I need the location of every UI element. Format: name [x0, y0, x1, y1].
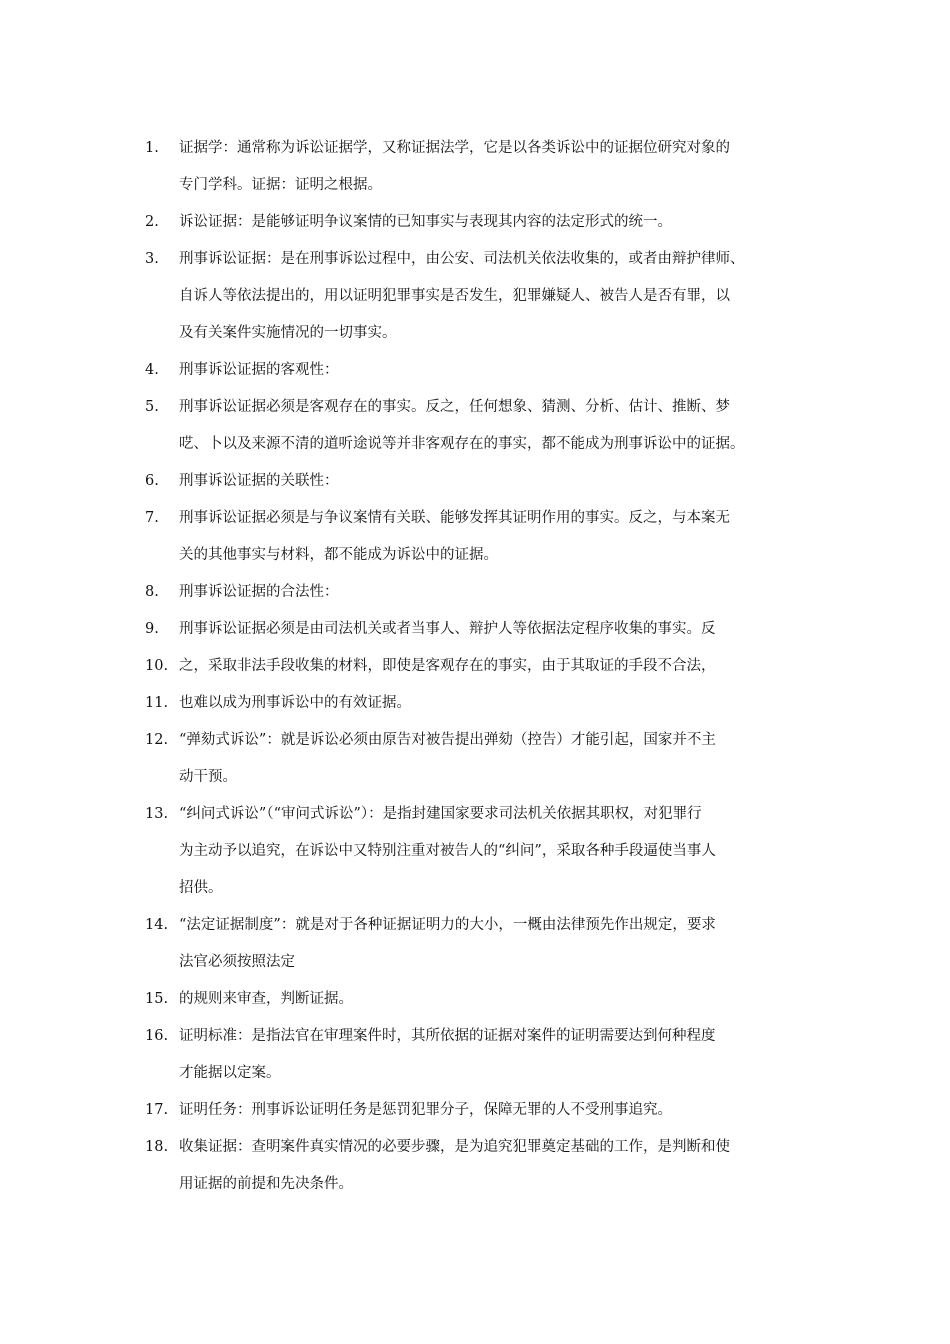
item-number: 8. — [145, 584, 159, 600]
item-number: 5. — [145, 399, 159, 415]
list-item — [145, 352, 815, 389]
item-text — [179, 204, 815, 241]
text-line: 动干预。 — [179, 769, 237, 785]
item-number: 7. — [145, 510, 159, 526]
item-text — [179, 500, 815, 574]
text-line: 刑事诉讼证据的关联性： — [179, 473, 339, 489]
item-number: 9. — [145, 621, 159, 637]
item-number: 12. — [145, 732, 169, 748]
text-line: 才能据以定案。 — [179, 1065, 281, 1081]
item-number: 13. — [145, 806, 169, 822]
item-number: 11. — [145, 695, 169, 711]
list-item — [145, 241, 815, 352]
item-text — [179, 574, 815, 611]
text-line: 收集证据：查明案件真实情况的必要步骤，是为追究犯罪奠定基础的工作，是判断和使 — [179, 1139, 730, 1155]
item-text — [179, 1018, 815, 1092]
text-line: 的规则来审查，判断证据。 — [179, 991, 353, 1007]
text-line: “弹劾式诉讼”：就是诉讼必须由原告对被告提出弹劾（控告）才能引起，国家并不主 — [179, 732, 716, 748]
text-line: 为主动予以追究，在诉讼中又特别注重对被告人的“纠问”，采取各种手段逼使当事人 — [179, 843, 716, 859]
text-line: 刑事诉讼证据必须是由司法机关或者当事人、辩护人等依据法定程序收集的事实。反 — [179, 621, 716, 637]
item-text — [179, 241, 815, 352]
text-line: 刑事诉讼证据必须是与争议案情有关联、能够发挥其证明作用的事实。反之，与本案无 — [179, 510, 730, 526]
list-item — [145, 981, 815, 1018]
list-item — [145, 722, 815, 796]
item-number: 15. — [145, 991, 169, 1007]
list-item — [145, 1018, 815, 1092]
text-line: 法官必须按照法定 — [179, 954, 295, 970]
item-text — [179, 130, 815, 204]
item-text — [179, 685, 815, 722]
list-item — [145, 389, 815, 463]
text-line: 呓、卜以及来源不清的道听途说等并非客观存在的事实，都不能成为刑事诉讼中的证据。 — [179, 436, 745, 452]
text-line: 诉讼证据：是能够证明争议案情的已知事实与表现其内容的法定形式的统一。 — [179, 214, 672, 230]
item-text — [179, 1092, 815, 1129]
list-item — [145, 685, 815, 722]
item-number: 2. — [145, 214, 159, 230]
item-text — [179, 389, 815, 463]
list-item — [145, 1129, 815, 1203]
item-number: 3. — [145, 251, 159, 267]
list-item — [145, 204, 815, 241]
text-line: 刑事诉讼证据必须是客观存在的事实。反之，任何想象、猜测、分析、估计、推断、梦 — [179, 399, 730, 415]
text-line: 刑事诉讼证据：是在刑事诉讼过程中，由公安、司法机关依法收集的，或者由辩护律师、 — [179, 251, 745, 267]
list-item — [145, 130, 815, 204]
text-line: 证明任务：刑事诉讼证明任务是惩罚犯罪分子，保障无罪的人不受刑事追究。 — [179, 1102, 672, 1118]
list-item — [145, 648, 815, 685]
item-text — [179, 907, 815, 981]
item-number: 4. — [145, 362, 159, 378]
item-text — [179, 611, 815, 648]
text-line: 招供。 — [179, 880, 223, 896]
item-text — [179, 722, 815, 796]
text-line: 用证据的前提和先决条件。 — [179, 1176, 353, 1192]
text-line: 刑事诉讼证据的客观性： — [179, 362, 339, 378]
text-line: 证据学：通常称为诉讼证据学，又称证据法学，它是以各类诉讼中的证据位研究对象的 — [179, 140, 730, 156]
list-item — [145, 796, 815, 907]
item-number: 1. — [145, 140, 159, 156]
text-line: 刑事诉讼证据的合法性： — [179, 584, 339, 600]
list-item — [145, 611, 815, 648]
list-item — [145, 463, 815, 500]
definition-list — [145, 130, 815, 1203]
text-line: 自诉人等依法提出的，用以证明犯罪事实是否发生，犯罪嫌疑人、被告人是否有罪，以 — [179, 288, 730, 304]
item-text — [179, 981, 815, 1018]
list-item — [145, 907, 815, 981]
text-line: 及有关案件实施情况的一切事实。 — [179, 325, 397, 341]
item-number: 14. — [145, 917, 169, 933]
item-number: 16. — [145, 1028, 169, 1044]
list-item — [145, 574, 815, 611]
list-item — [145, 1092, 815, 1129]
text-line: 证明标准：是指法官在审理案件时，其所依据的证据对案件的证明需要达到何种程度 — [179, 1028, 716, 1044]
list-item — [145, 500, 815, 574]
item-number: 10. — [145, 658, 169, 674]
text-line: “法定证据制度”：就是对于各种证据证明力的大小，一概由法律预先作出规定，要求 — [179, 917, 716, 933]
item-text — [179, 648, 815, 685]
item-number: 18. — [145, 1139, 169, 1155]
text-line: 关的其他事实与材料，都不能成为诉讼中的证据。 — [179, 547, 498, 563]
item-text — [179, 1129, 815, 1203]
text-line: 之，采取非法手段收集的材料，即使是客观存在的事实，由于其取证的手段不合法， — [179, 658, 716, 674]
item-number: 17. — [145, 1102, 169, 1118]
item-number: 6. — [145, 473, 159, 489]
item-text — [179, 796, 815, 907]
item-text — [179, 352, 815, 389]
text-line: 也难以成为刑事诉讼中的有效证据。 — [179, 695, 411, 711]
text-line: “纠问式诉讼”（“审问式诉讼”）：是指封建国家要求司法机关依据其职权，对犯罪行 — [179, 806, 702, 822]
item-text — [179, 463, 815, 500]
text-line: 专门学科。证据：证明之根据。 — [179, 177, 382, 193]
